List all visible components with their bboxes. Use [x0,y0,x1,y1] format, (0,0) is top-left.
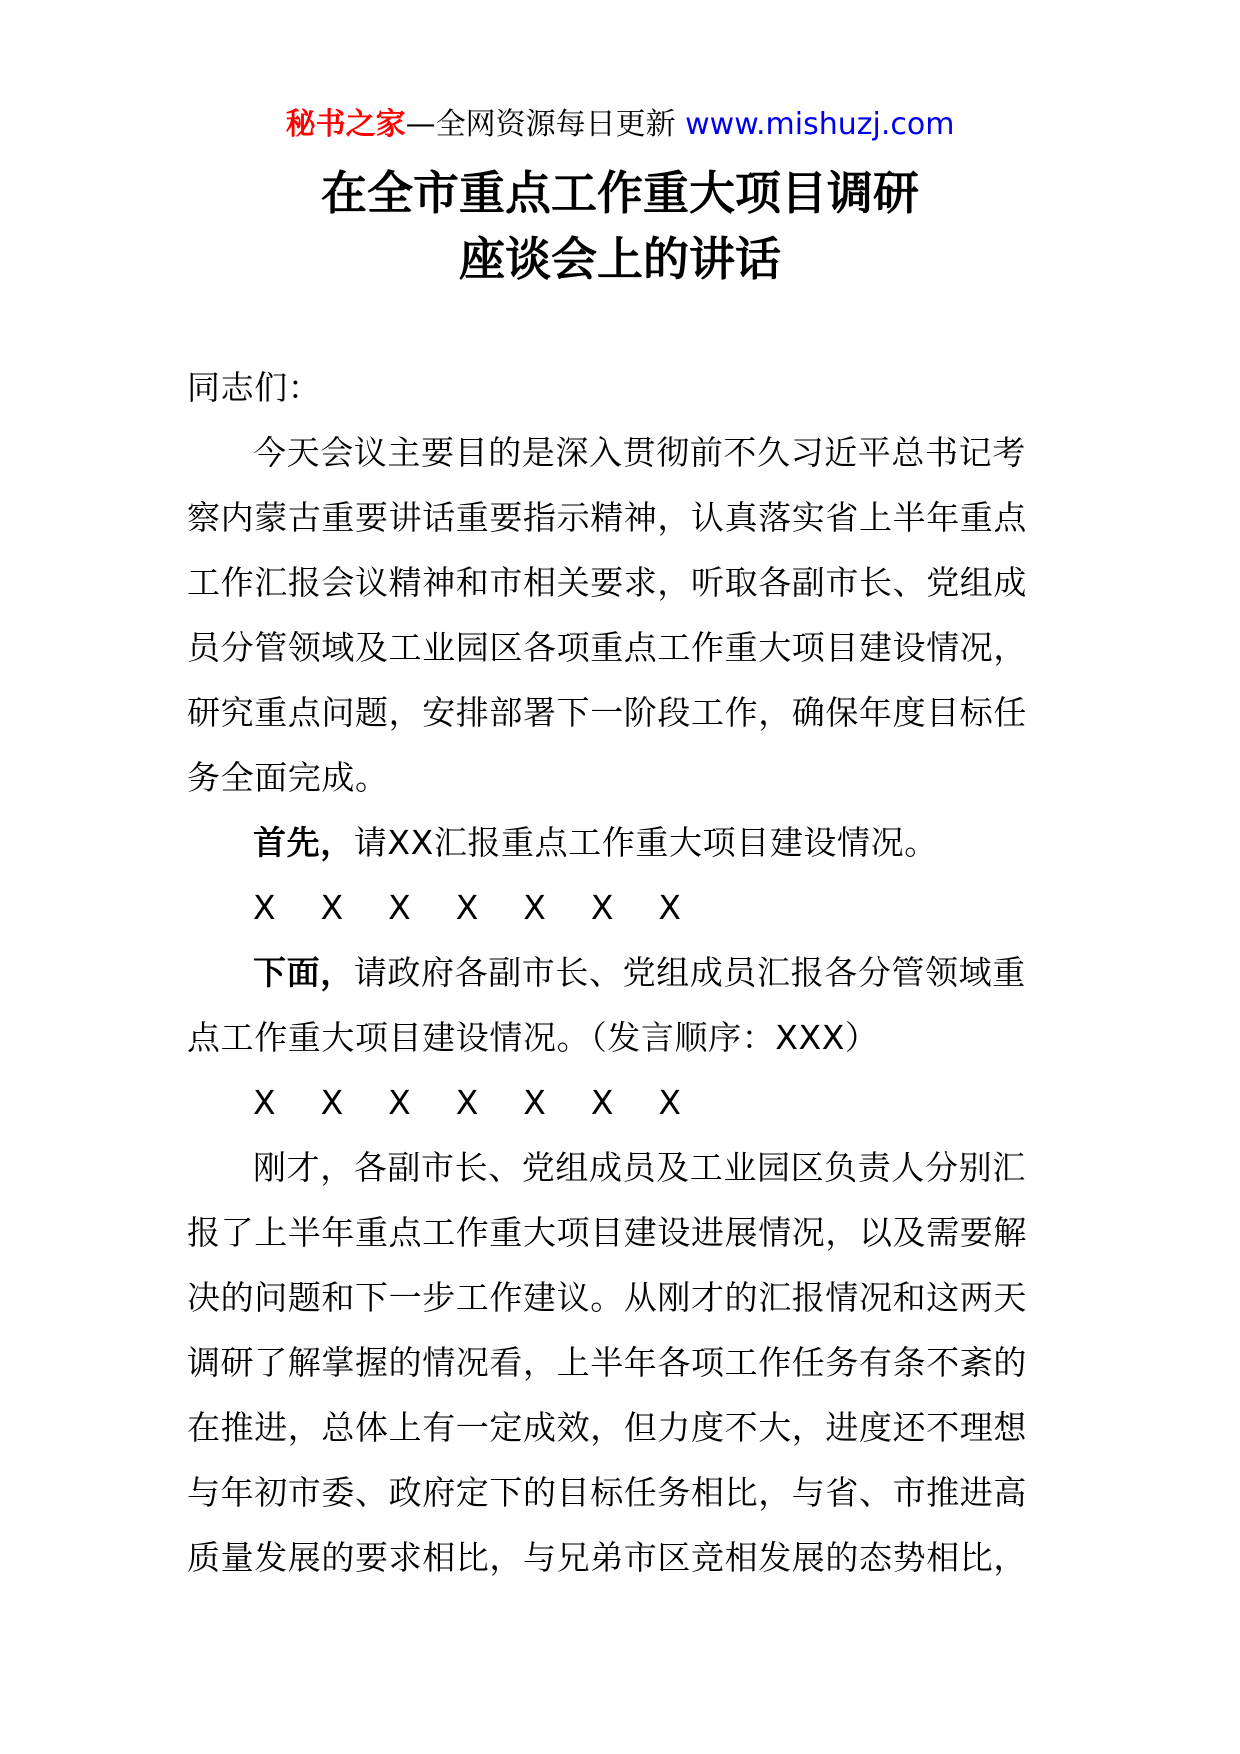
placeholder-line-2: X X X X X X X [253,1083,682,1122]
site-header [0,100,1240,150]
paragraph-first-report [187,810,1053,875]
first-report-text: 请XX汇报重点工作重大项目建设情况。 [353,823,938,862]
site-url-link[interactable]: www.mishuzj.com [685,107,955,142]
paragraph-summary: 刚才，各副市长、党组成员及工业园区负责人分别汇报了上半年重点工作重大项目建设进展情况，以及需要解决的问题和下一步工作建议。从刚才的汇报情况和这两天调研了解掌握的情况看，上半年各项工作任务有条不紊的在推进，总体上有一定成效，但力度不大，进度还不理想与年初市委、政府定下的目标任务相比，与省、市推进高质量发展的要求相比，与兄弟市区竞相发展的态势相比， [187,1148,1027,1577]
lead-first: 首先， [253,823,354,862]
placeholder-line-1: X X X X X X X [253,888,682,927]
paragraph-purpose: 今天会议主要目的是深入贯彻前不久习近平总书记考察内蒙古重要讲话重要指示精神，认真落实省上半年重点工作汇报会议精神和市相关要求，听取各副市长、党组成员分管领域及工业园区各项重点工作重大项目建设情况，研究重点问题，安排部署下一阶段工作，确保年度目标任务全面完成。 [187,433,1027,797]
title-line-1: 在全市重点工作重大项目调研 [321,166,919,220]
site-tagline: —全网资源每日更新 [405,107,676,142]
title-line-2: 座谈会上的讲话 [459,232,781,286]
salutation: 同志们： [187,368,322,407]
site-brand: 秘书之家 [285,107,406,142]
lead-next: 下面， [253,953,354,992]
next-report-text: 请政府各副市长、党组成员汇报各分管领域重点工作重大项目建设情况。（发言顺序：XXX） [187,953,1026,1057]
document-body [187,355,1053,1590]
document-title [0,160,1240,292]
paragraph-next-report [187,940,1053,1070]
